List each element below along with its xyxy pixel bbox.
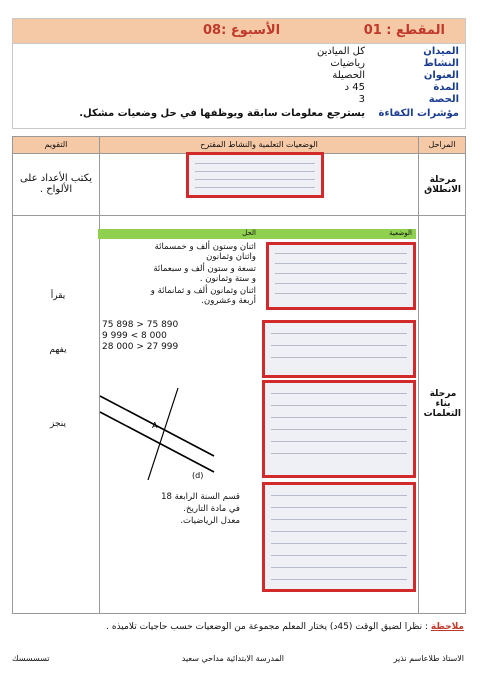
info-value: 3 bbox=[358, 94, 365, 105]
info-value: الحصيلة bbox=[332, 70, 365, 81]
eval-produces: ينجز bbox=[50, 419, 66, 429]
info-value: كل الميادين bbox=[316, 46, 365, 57]
situation-label: الوضعية bbox=[389, 229, 412, 237]
eval-reads: يقرأ bbox=[50, 291, 66, 301]
info-label: الميدان bbox=[423, 46, 459, 57]
eval-launch: يكتب الأعداد على الألواح . bbox=[19, 173, 93, 195]
solution-list-3: معدل الرياضيات. bbox=[180, 516, 240, 526]
comparison-2: 9 999 < 8 000 bbox=[102, 331, 167, 341]
parallel-lines-figure bbox=[96, 386, 220, 482]
stage-build: مرحلة بناء التعلمات bbox=[423, 389, 461, 419]
header-bar bbox=[12, 18, 466, 44]
solution-list-1: قسم السنة الرابعة 18 bbox=[161, 492, 240, 502]
note-text: : نظرا لضيق الوقت (45د) يختار المعلم مجموعة من الوضعيات حسب حاجيات تلاميذه . bbox=[106, 622, 428, 632]
header-situations: الوضعيات التعلمية والنشاط المقترح bbox=[100, 137, 418, 154]
situation-photo bbox=[266, 242, 416, 310]
solution-words-2: تسعة و ستون ألف و سبعمائة و ستة وثمانون . bbox=[153, 264, 256, 284]
point-a-label: A bbox=[152, 421, 158, 430]
situation-photo bbox=[262, 482, 416, 592]
info-label: النشاط bbox=[423, 58, 459, 69]
solution-label: الحل bbox=[242, 229, 256, 237]
situation-photo bbox=[262, 380, 416, 478]
footer bbox=[12, 654, 464, 668]
competence-value: يسترجع معلومات سابقة ويوظفها في حل وضعيات مشكل. bbox=[79, 108, 365, 119]
segment-title: المقطع : 01 bbox=[363, 23, 445, 38]
info-value: رياضيات bbox=[330, 58, 365, 69]
note-label: ملاحظة bbox=[430, 622, 464, 632]
comparison-1: 75 898 > 75 890 bbox=[102, 320, 179, 330]
info-label: العنوان bbox=[423, 70, 459, 81]
lesson-info bbox=[12, 42, 466, 129]
solution-words-3: اثنان وثمانون ألف و ثمانمائة و أربعة وعشرون. bbox=[150, 286, 256, 306]
situation-photo bbox=[262, 320, 416, 378]
situation-solution-bar bbox=[98, 229, 416, 239]
footer-school: المدرسة الابتدائية مداحي سعيد bbox=[181, 654, 284, 663]
competence-label: مؤشرات الكفاءة bbox=[378, 108, 459, 119]
header-stages: المراحل bbox=[419, 137, 465, 154]
teacher-note bbox=[12, 622, 464, 632]
info-value: 45 د bbox=[344, 82, 365, 93]
footer-site: تسسسسك bbox=[12, 654, 50, 663]
stage-launch: مرحلة الانطلاق bbox=[424, 175, 461, 195]
solution-words-1: اثنان وستون ألف و خمسمائة واثنان وثمانون bbox=[154, 242, 256, 262]
launch-photo bbox=[186, 152, 324, 198]
eval-understands: يفهم bbox=[49, 345, 67, 355]
footer-teacher: الاستاذ طلاعاسم نذير bbox=[393, 654, 464, 663]
week-title: الأسبوع :08 bbox=[203, 23, 281, 38]
solution-list-2: في مادة التاريخ. bbox=[183, 504, 240, 514]
header-evaluation: التقويم bbox=[13, 137, 99, 154]
info-label: الحصة bbox=[428, 94, 459, 105]
comparison-3: 28 000 > 27 999 bbox=[102, 342, 179, 352]
info-label: المدة bbox=[433, 82, 459, 93]
line-d-label: (d) bbox=[192, 471, 204, 480]
